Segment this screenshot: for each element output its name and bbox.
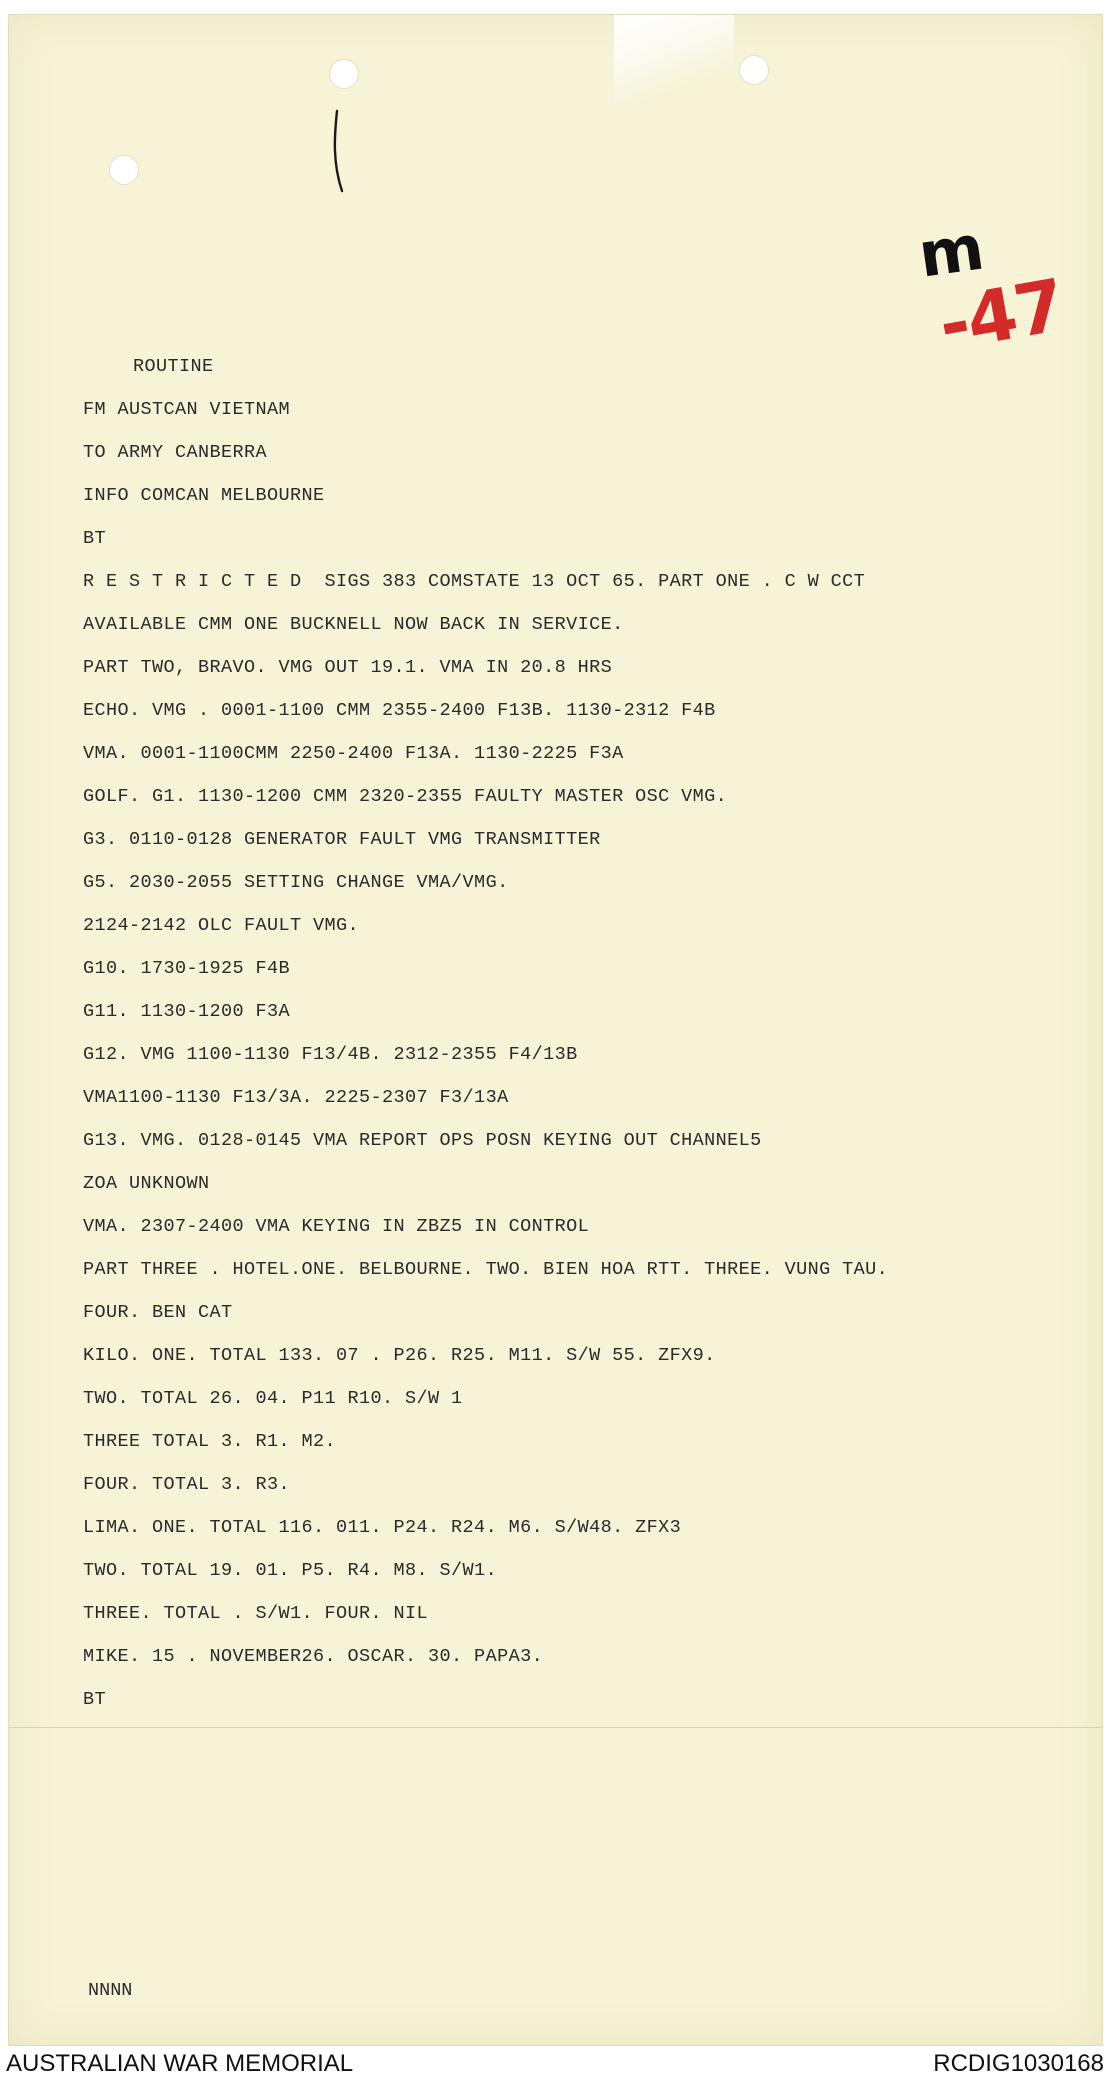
archive-footer-strip <box>0 2048 1116 2082</box>
break-line: BT <box>83 528 107 549</box>
record-id: RCDIG1030168 <box>933 2050 1104 2077</box>
message-line: FOUR. BEN CAT <box>83 1302 233 1323</box>
message-line: G3. 0110-0128 GENERATOR FAULT VMG TRANSMITTER <box>83 829 601 850</box>
message-line: G10. 1730-1925 F4B <box>83 958 291 979</box>
precedence-line: ROUTINE <box>133 356 214 377</box>
message-line: TWO. TOTAL 19. 01. P5. R4. M8. S/W1. <box>83 1560 498 1581</box>
message-line: VMA1100-1130 F13/3A. 2225-2307 F3/13A <box>83 1087 509 1108</box>
message-line: FOUR. TOTAL 3. R3. <box>83 1474 291 1495</box>
pen-stroke-mark <box>331 109 345 193</box>
from-line: FM AUSTCAN VIETNAM <box>83 399 291 420</box>
end-of-message-code: NNNN <box>88 1980 133 2001</box>
message-line: VMA. 0001-1100CMM 2250-2400 F13A. 1130-2225 F3A <box>83 743 624 764</box>
torn-corner <box>614 15 734 105</box>
message-body <box>83 345 888 1721</box>
message-line: AVAILABLE CMM ONE BUCKNELL NOW BACK IN SERVICE. <box>83 614 624 635</box>
message-line: MIKE. 15 . NOVEMBER26. OSCAR. 30. PAPA3. <box>83 1646 544 1667</box>
message-line: TWO. TOTAL 26. 04. P11 R10. S/W 1 <box>83 1388 463 1409</box>
message-line: PART TWO, BRAVO. VMG OUT 19.1. VMA IN 20.8 HRS <box>83 657 613 678</box>
info-line: INFO COMCAN MELBOURNE <box>83 485 325 506</box>
punch-hole <box>329 59 359 89</box>
message-line: R E S T R I C T E D SIGS 383 COMSTATE 13 OCT 65. PART ONE . C W CCT <box>83 571 866 592</box>
message-line: G5. 2030-2055 SETTING CHANGE VMA/VMG. <box>83 872 509 893</box>
handwritten-folio-number: -47 <box>932 262 1070 368</box>
handwritten-initial: m <box>914 211 983 292</box>
message-line: GOLF. G1. 1130-1200 CMM 2320-2355 FAULTY MASTER OSC VMG. <box>83 786 728 807</box>
message-line: THREE. TOTAL . S/W1. FOUR. NIL <box>83 1603 429 1624</box>
to-line: TO ARMY CANBERRA <box>83 442 268 463</box>
message-line: G13. VMG. 0128-0145 VMA REPORT OPS POSN KEYING OUT CHANNEL5 <box>83 1130 762 1151</box>
telegram-sheet <box>8 14 1103 2046</box>
break-line: BT <box>83 1689 107 1710</box>
message-line: ECHO. VMG . 0001-1100 CMM 2355-2400 F13B. 1130-2312 F4B <box>83 700 716 721</box>
message-line: KILO. ONE. TOTAL 133. 07 . P26. R25. M11. S/W 55. ZFX9. <box>83 1345 716 1366</box>
message-line: G11. 1130-1200 F3A <box>83 1001 291 1022</box>
message-line: THREE TOTAL 3. R1. M2. <box>83 1431 337 1452</box>
punch-hole <box>109 155 139 185</box>
message-line: VMA. 2307-2400 VMA KEYING IN ZBZ5 IN CONTROL <box>83 1216 590 1237</box>
message-line: ZOA UNKNOWN <box>83 1173 210 1194</box>
message-line: LIMA. ONE. TOTAL 116. 011. P24. R24. M6. S/W48. ZFX3 <box>83 1517 682 1538</box>
message-line: PART THREE . HOTEL.ONE. BELBOURNE. TWO. BIEN HOA RTT. THREE. VUNG TAU. <box>83 1259 889 1280</box>
fold-line <box>9 1727 1102 1728</box>
institution-name: AUSTRALIAN WAR MEMORIAL <box>6 2050 354 2077</box>
message-line: G12. VMG 1100-1130 F13/4B. 2312-2355 F4/13B <box>83 1044 578 1065</box>
message-line: 2124-2142 OLC FAULT VMG. <box>83 915 360 936</box>
punch-hole <box>739 55 769 85</box>
